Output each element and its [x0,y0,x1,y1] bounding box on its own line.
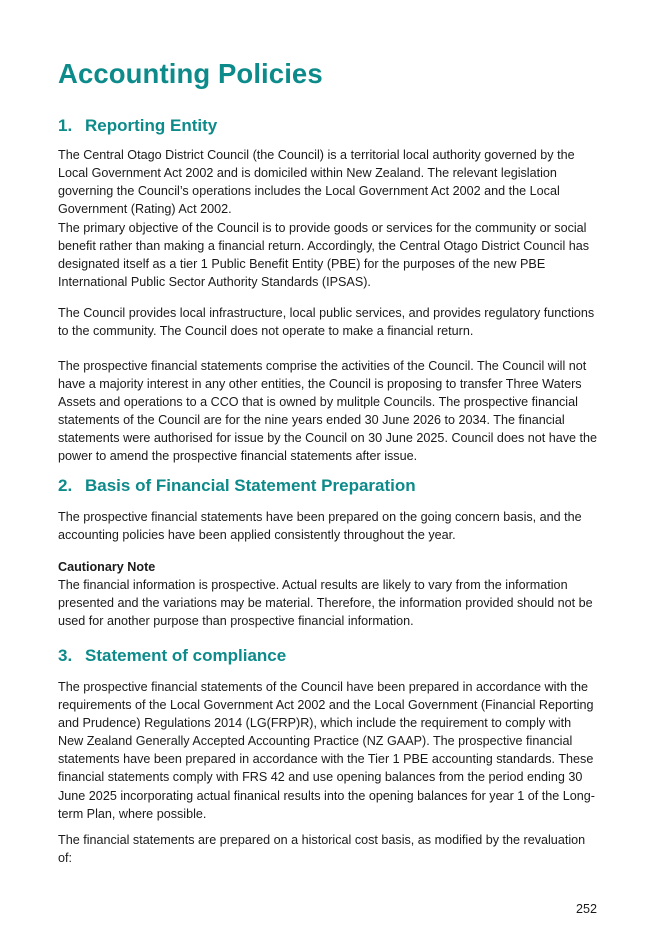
section-title: Reporting Entity [85,116,218,135]
section-heading-basis-of-preparation [58,476,416,496]
section-heading-reporting-entity [58,116,217,136]
paragraph: The Council provides local infrastructure, local public services, and provides regulatory functions to the community. The Council does not operate to make a financial return. [58,306,595,339]
section-number: 2. [58,476,73,495]
paragraph: The prospective financial statements of the Council have been prepared in accordance with the requirements of the Local Government Act 2002 and the Local Government (Financial Reporting and Prudence) Regulations 2014 (LG(FRP)R), which include the requirement to comply with New Zealand Generally Accepted Accounting Practice (NZ GAAP). The prospective financial statements have been prepared in accordance with the Tier 1 PBE accounting standards. These financial statements comply with FRS 42 and use opening balances from the period ending 30 June 2025 incorporating actual finanical results into the opening balances for year 1 of the Long-term Plan, where possible. [58,680,595,821]
paragraph: The primary objective of the Council is to provide goods or services for the community or social benefit rather than making a financial return. Accordingly, the Central Otago District Council has designated itself as a tier 1 Public Benefit Entity (PBE) for the purposes of the new PBE International Public Sector Authority Standards (IPSAS). [58,221,590,290]
paragraph: The financial statements are prepared on a historical cost basis, as modified by the revaluation of: [58,833,586,866]
section-number: 3. [58,646,73,665]
section-title: Statement of compliance [85,646,287,665]
paragraph: The financial information is prospective. Actual results are likely to vary from the information presented and the variations may be material. Therefore, the information provided should not be used for another purpose than prospective financial information. [58,578,593,629]
section-heading-statement-of-compliance [58,646,286,666]
paragraph: The Central Otago District Council (the Council) is a territorial local authority governed by the Local Government Act 2002 and is domiciled within New Zealand. The relevant legislation governing the Council’s operations includes the Local Government Act 2002 and the Local Government (Rating) Act 2002. [58,148,575,217]
section-title: Basis of Financial Statement Preparation [85,476,416,495]
paragraph: The prospective financial statements have been prepared on the going concern basis, and the accounting policies have been applied consistently throughout the year. [58,510,582,543]
page-title: Accounting Policies [58,58,323,89]
section-number: 1. [58,116,73,135]
subheading-cautionary-note: Cautionary Note [58,560,156,574]
paragraph: The prospective financial statements comprise the activities of the Council. The Council will not have a majority interest in any other entities, the Council is proposing to transfer Three Waters Assets and operations to a CCO that is owned by mulitple Councils. The prospective financial statements of the Council are for the nine years ended 30 June 2026 to 2034. The financial statements were authorised for issue by the Council on 30 June 2025. Council does not have the power to amend the prospective financial statements after issue. [58,359,598,464]
page-number: 252 [575,902,597,916]
